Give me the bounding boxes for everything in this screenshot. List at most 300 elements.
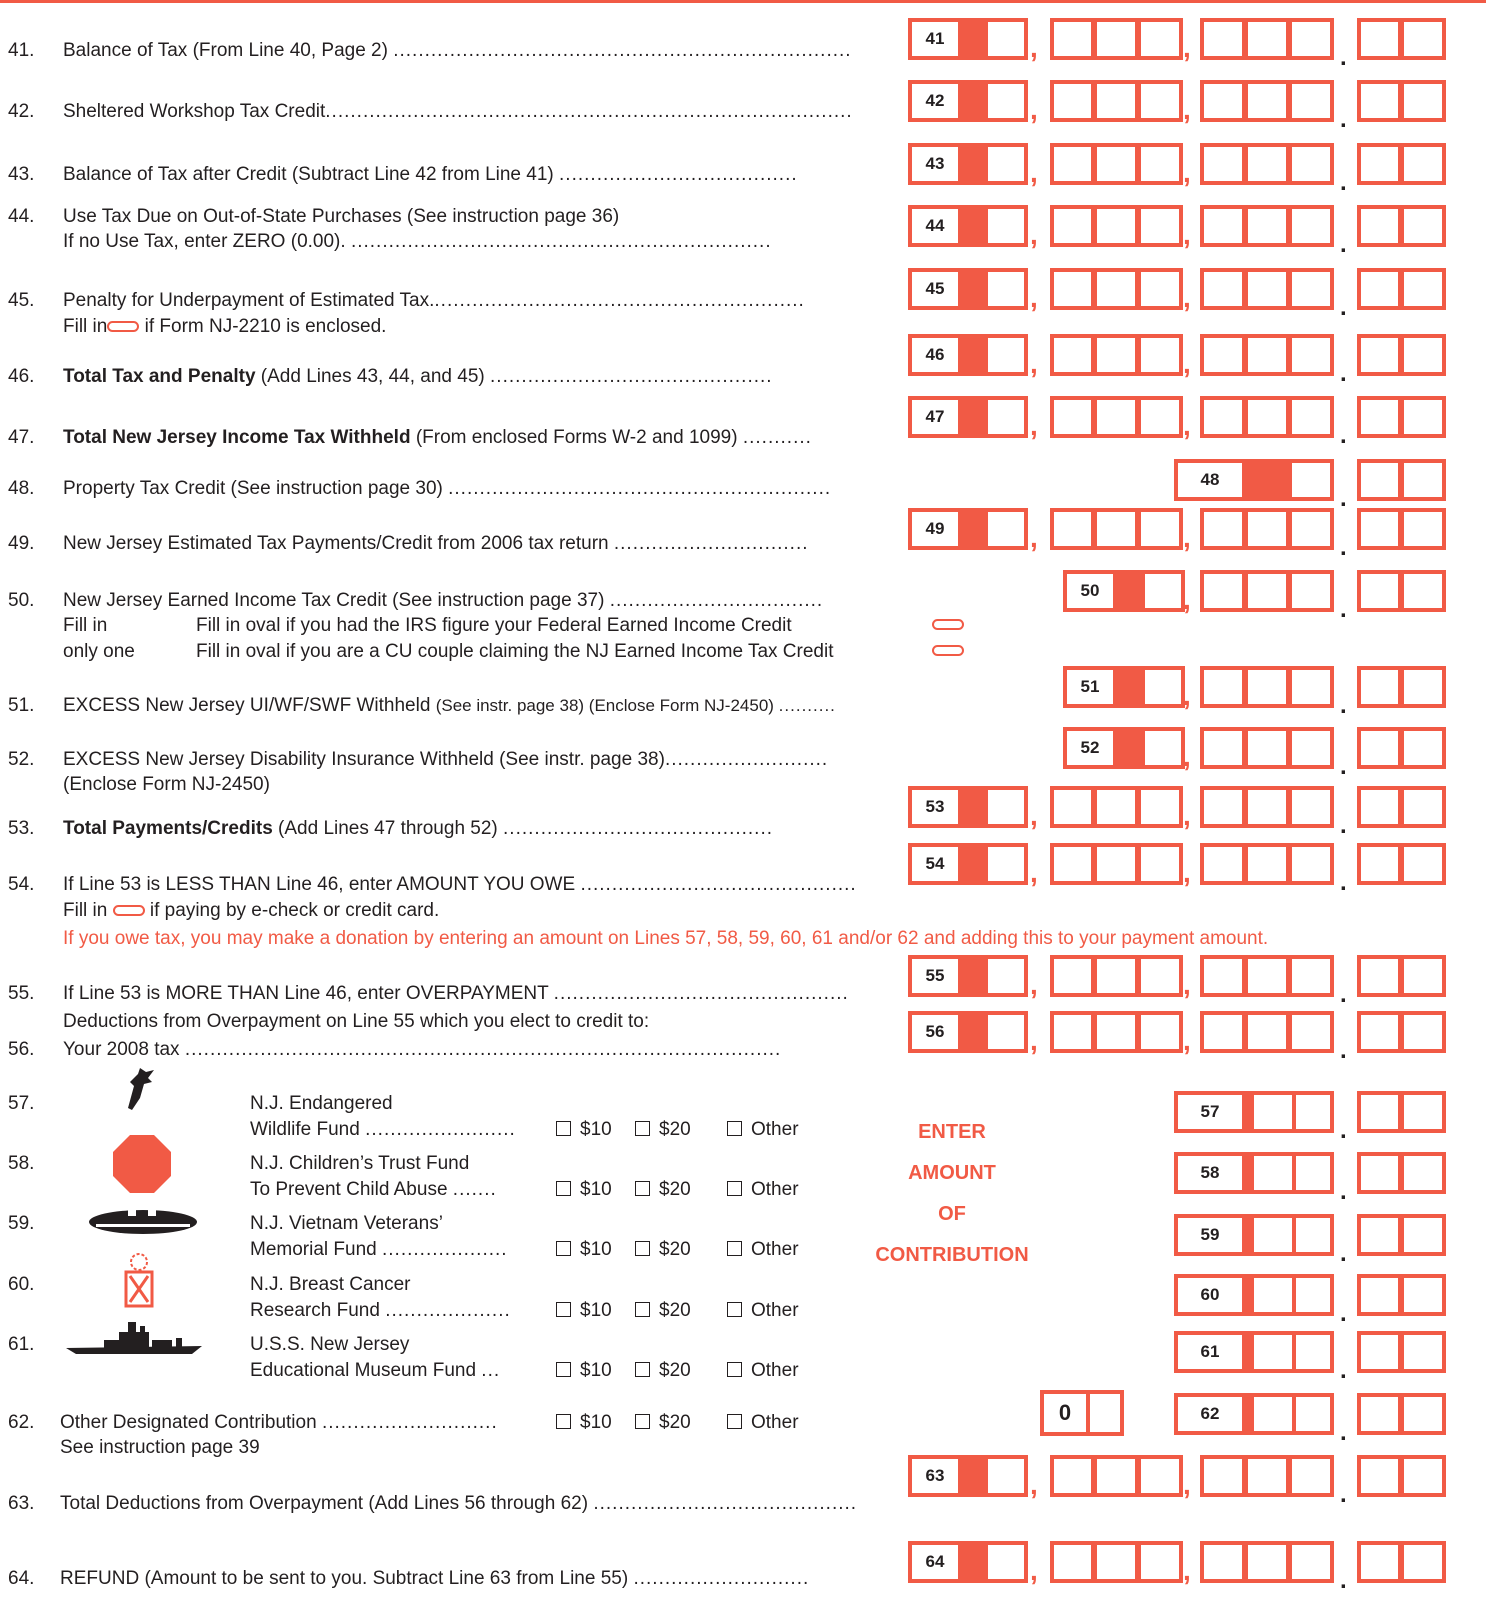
amount-digit-cell[interactable]: [1244, 268, 1290, 310]
decimal-point: .: [1340, 869, 1347, 896]
line-number: 41.: [8, 40, 35, 61]
designated-contribution-code-box[interactable]: [1040, 1390, 1124, 1436]
label-text: To Prevent Child Abuse: [250, 1179, 453, 1200]
amount-digit-cell[interactable]: [1050, 955, 1095, 997]
amount-digit-cell[interactable]: [1288, 1455, 1334, 1497]
line-number: 46.: [8, 366, 35, 387]
label-text: Use Tax Due on Out-of-State Purchases (See instruction page 36): [63, 206, 620, 227]
label-text: (Add Lines 43, 44, and 45): [255, 366, 491, 387]
amount-digit-cell[interactable]: [1357, 786, 1402, 828]
amount-digit-cell[interactable]: [1200, 1541, 1246, 1583]
checkbox[interactable]: [556, 1121, 571, 1136]
amount-digit-cell[interactable]: [988, 786, 1028, 828]
amount-digit-cell[interactable]: [1294, 1152, 1334, 1194]
label-text: EXCESS New Jersey Disability Insurance Withheld (See instr. page 38): [63, 749, 665, 770]
amount-digit-cell[interactable]: [1200, 1455, 1246, 1497]
amount-digit-cell[interactable]: [1200, 843, 1246, 885]
checkbox-label: $10: [580, 1412, 612, 1433]
amount-digit-cell[interactable]: [1050, 786, 1095, 828]
label-text: If Line 53 is LESS THAN Line 46, enter AMOUNT YOU OWE: [63, 874, 581, 895]
checkbox-20-dollars[interactable]: [635, 1179, 691, 1201]
checkbox-label: Other: [751, 1300, 799, 1321]
amount-digit-cell[interactable]: [1357, 508, 1402, 550]
fill-in-oval[interactable]: [107, 321, 139, 332]
checkbox-10-dollars[interactable]: [556, 1412, 612, 1434]
amount-digit-cell[interactable]: [1288, 727, 1334, 769]
amount-digit-cell[interactable]: [1050, 18, 1095, 60]
amount-digit-cell[interactable]: [1093, 955, 1139, 997]
amount-digit-cell[interactable]: [1050, 1455, 1095, 1497]
amount-digit-cell[interactable]: [1400, 1541, 1446, 1583]
amount-digit-cell[interactable]: [988, 143, 1028, 185]
amount-digit-cell[interactable]: [1200, 786, 1246, 828]
line-number-label: 64: [912, 1545, 958, 1579]
amount-digit-cell[interactable]: [1250, 1091, 1296, 1133]
amount-digit-cell[interactable]: [1400, 1393, 1446, 1435]
checkbox-other[interactable]: [727, 1119, 799, 1141]
checkbox-other[interactable]: [727, 1360, 799, 1382]
amount-digit-cell[interactable]: [1294, 1091, 1334, 1133]
amount-digit-cell[interactable]: [1357, 334, 1402, 376]
line-number-label: 51: [1067, 670, 1113, 704]
checkbox-label: $20: [659, 1239, 691, 1260]
amount-digit-cell[interactable]: [1093, 1541, 1139, 1583]
amount-digit-cell[interactable]: [1400, 1011, 1446, 1053]
amount-digit-cell[interactable]: [1244, 843, 1290, 885]
amount-digit-cell[interactable]: [988, 80, 1028, 122]
checkbox[interactable]: [727, 1121, 742, 1136]
memorial-icon: [88, 1202, 198, 1241]
amount-digit-cell[interactable]: [1357, 843, 1402, 885]
leader-dots: ..................................: [609, 590, 824, 611]
line-number-label: 55: [912, 959, 958, 993]
amount-digit-cell[interactable]: [988, 955, 1028, 997]
amount-label: AMOUNT: [908, 1162, 996, 1184]
amount-digit-cell[interactable]: [1244, 1011, 1290, 1053]
amount-digit-cell[interactable]: [1200, 727, 1246, 769]
amount-digit-cell[interactable]: [1244, 80, 1290, 122]
amount-digit-cell[interactable]: [1400, 843, 1446, 885]
amount-digit-cell[interactable]: [1357, 80, 1402, 122]
checkbox-20-dollars[interactable]: [635, 1239, 691, 1261]
eitc-option-irs: Fill in oval if you had the IRS figure your Federal Earned Income Credit: [196, 615, 792, 636]
amount-digit-cell[interactable]: [1357, 1214, 1402, 1256]
comma: ,: [1183, 680, 1191, 711]
checkbox[interactable]: [727, 1362, 742, 1377]
amount-digit-cell[interactable]: [1357, 268, 1402, 310]
checkbox-other[interactable]: [727, 1239, 799, 1261]
line-number: 43.: [8, 164, 35, 185]
leader-dots: ..........................................: [593, 1493, 858, 1514]
amount-digit-cell[interactable]: [1093, 786, 1139, 828]
amount-digit-cell[interactable]: [1400, 80, 1446, 122]
amount-digit-cell[interactable]: [1400, 396, 1446, 438]
amount-digit-cell[interactable]: [1137, 334, 1183, 376]
code-value: 0: [1044, 1394, 1090, 1432]
line-number-label: 50: [1067, 574, 1113, 608]
enter-label: ENTER: [918, 1121, 986, 1143]
comma: ,: [1183, 1555, 1191, 1586]
fund-name: N.J. Endangered: [250, 1093, 393, 1114]
checkbox[interactable]: [635, 1121, 650, 1136]
amount-digit-cell[interactable]: [1244, 727, 1290, 769]
amount-digit-cell[interactable]: [1400, 205, 1446, 247]
amount-digit-cell[interactable]: [1093, 80, 1139, 122]
fund-name: N.J. Breast Cancer: [250, 1274, 411, 1295]
amount-digit-cell[interactable]: [1288, 843, 1334, 885]
amount-digit-cell[interactable]: [1093, 334, 1139, 376]
amount-digit-cell[interactable]: [1357, 1091, 1402, 1133]
leader-dots: ..........: [778, 696, 836, 715]
amount-digit-cell[interactable]: [1093, 843, 1139, 885]
amount-digit-cell[interactable]: [1400, 1214, 1446, 1256]
amount-digit-cell[interactable]: [1357, 727, 1402, 769]
label-text: if paying by e-check or credit card.: [144, 900, 440, 921]
line-number-label: 61: [1178, 1335, 1242, 1369]
checkbox-20-dollars[interactable]: [635, 1300, 691, 1322]
amount-digit-cell[interactable]: [1050, 396, 1095, 438]
amount-digit-cell[interactable]: [1400, 1455, 1446, 1497]
amount-digit-cell[interactable]: [1400, 18, 1446, 60]
amount-digit-cell[interactable]: [1357, 459, 1402, 501]
leader-dots: ....................................................................................: [325, 101, 853, 122]
label-text: EXCESS New Jersey UI/WF/SWF Withheld: [63, 695, 436, 716]
amount-digit-cell[interactable]: [1050, 80, 1095, 122]
comma: ,: [1183, 741, 1191, 772]
line-number-label: 47: [912, 400, 958, 434]
amount-digit-cell[interactable]: [1137, 80, 1183, 122]
comma: ,: [1030, 857, 1038, 888]
amount-digit-cell[interactable]: [1357, 1011, 1402, 1053]
line-52-description: [63, 749, 828, 771]
amount-digit-cell[interactable]: [1250, 1152, 1296, 1194]
amount-digit-cell[interactable]: [1288, 1011, 1334, 1053]
line-number: 45.: [8, 290, 35, 311]
line-44-description: [63, 206, 619, 228]
amount-digit-cell[interactable]: [1288, 205, 1334, 247]
amount-digit-cell[interactable]: [1288, 334, 1334, 376]
amount-digit-cell[interactable]: [988, 1541, 1028, 1583]
amount-digit-cell[interactable]: [1137, 205, 1183, 247]
label-text: Property Tax Credit (See instruction page 30): [63, 478, 449, 499]
amount-digit-cell[interactable]: [1357, 1274, 1402, 1316]
amount-digit-cell[interactable]: [1200, 80, 1246, 122]
checkbox-10-dollars[interactable]: [556, 1239, 612, 1261]
amount-digit-cell[interactable]: [1093, 396, 1139, 438]
amount-digit-cell[interactable]: [1400, 786, 1446, 828]
fund-name: N.J. Vietnam Veterans’: [250, 1213, 443, 1234]
leader-dots: ...............................................................................................: [184, 1039, 782, 1060]
checkbox-label: Other: [751, 1239, 799, 1260]
amount-digit-cell[interactable]: [1244, 396, 1290, 438]
amount-digit-cell[interactable]: [1294, 1214, 1334, 1256]
line-number: 64.: [8, 1568, 35, 1589]
amount-digit-cell[interactable]: [1200, 18, 1246, 60]
amount-digit-cell[interactable]: [1400, 459, 1446, 501]
checkbox-10-dollars[interactable]: [556, 1119, 612, 1141]
line-number-label: 49: [912, 512, 958, 546]
amount-digit-cell[interactable]: [1093, 18, 1139, 60]
decimal-point: .: [1340, 1240, 1347, 1267]
amount-digit-cell[interactable]: [1050, 843, 1095, 885]
fill-in-oval[interactable]: [932, 619, 964, 630]
checkbox-other[interactable]: [727, 1300, 799, 1322]
checkbox-other[interactable]: [727, 1179, 799, 1201]
amount-digit-cell[interactable]: [1400, 1331, 1446, 1373]
label-text: New Jersey Estimated Tax Payments/Credit from 2006 tax return: [63, 533, 614, 554]
label-text: Wildlife Fund: [250, 1119, 366, 1140]
checkbox-label: $20: [659, 1412, 691, 1433]
amount-digit-cell[interactable]: [1145, 666, 1185, 708]
checkbox-20-dollars[interactable]: [635, 1119, 691, 1141]
amount-digit-cell[interactable]: [1288, 570, 1334, 612]
amount-digit-cell[interactable]: [1288, 955, 1334, 997]
amount-digit-cell[interactable]: [1137, 508, 1183, 550]
amount-digit-cell[interactable]: [1400, 508, 1446, 550]
decimal-point: .: [1340, 753, 1347, 780]
checkbox-20-dollars[interactable]: [635, 1360, 691, 1382]
amount-digit-cell[interactable]: [1288, 786, 1334, 828]
amount-digit-cell[interactable]: [1288, 80, 1334, 122]
amount-digit-cell[interactable]: [1357, 1541, 1402, 1583]
amount-digit-cell[interactable]: [1244, 18, 1290, 60]
amount-digit-cell[interactable]: [1050, 268, 1095, 310]
amount-digit-cell[interactable]: [1244, 1541, 1290, 1583]
line-number: 57.: [8, 1093, 35, 1114]
amount-digit-cell[interactable]: [1400, 1091, 1446, 1133]
amount-digit-cell[interactable]: [1200, 666, 1246, 708]
amount-digit-cell[interactable]: [1288, 508, 1334, 550]
amount-digit-cell[interactable]: [1400, 570, 1446, 612]
checkbox-10-dollars[interactable]: [556, 1360, 612, 1382]
fill-in-oval[interactable]: [113, 905, 145, 916]
amount-digit-cell[interactable]: [1244, 786, 1290, 828]
line-number-label: 41: [912, 22, 958, 56]
checkbox-label: Other: [751, 1412, 799, 1433]
amount-digit-cell[interactable]: [1357, 18, 1402, 60]
amount-digit-cell[interactable]: [1093, 1455, 1139, 1497]
decimal-point: .: [1340, 1419, 1347, 1446]
fill-in-oval[interactable]: [932, 645, 964, 656]
amount-digit-cell[interactable]: [1357, 1455, 1402, 1497]
checkbox-10-dollars[interactable]: [556, 1179, 612, 1201]
checkbox-label: $10: [580, 1360, 612, 1381]
decimal-point: .: [1340, 1481, 1347, 1508]
checkbox[interactable]: [727, 1302, 742, 1317]
checkbox-20-dollars[interactable]: [635, 1412, 691, 1434]
amount-digit-cell[interactable]: [988, 268, 1028, 310]
checkbox[interactable]: [635, 1362, 650, 1377]
label-text: Total Deductions from Overpayment (Add Lines 56 through 62): [60, 1493, 594, 1514]
amount-digit-cell[interactable]: [1250, 1274, 1296, 1316]
amount-digit-cell[interactable]: [1137, 143, 1183, 185]
amount-digit-cell[interactable]: [1400, 143, 1446, 185]
line-number: 50.: [8, 590, 35, 611]
comma: ,: [1183, 94, 1191, 125]
comma: ,: [1183, 969, 1191, 1000]
amount-digit-cell[interactable]: [1357, 1152, 1402, 1194]
decimal-point: .: [1340, 1117, 1347, 1144]
amount-digit-cell[interactable]: [1357, 570, 1402, 612]
amount-digit-cell[interactable]: [988, 1455, 1028, 1497]
amount-digit-cell[interactable]: [1294, 1274, 1334, 1316]
label-text: (See instr. page 38) (Enclose Form NJ-2450): [435, 696, 779, 715]
amount-digit-cell[interactable]: [1244, 955, 1290, 997]
comma: ,: [1183, 522, 1191, 553]
amount-digit-cell[interactable]: [1357, 205, 1402, 247]
amount-digit-cell[interactable]: [1145, 570, 1185, 612]
comma: ,: [1030, 969, 1038, 1000]
amount-digit-cell[interactable]: [1400, 1152, 1446, 1194]
checkbox[interactable]: [727, 1414, 742, 1429]
amount-digit-cell[interactable]: [1145, 727, 1185, 769]
line-number: 56.: [8, 1039, 35, 1060]
leader-dots: ...........: [742, 427, 812, 448]
amount-digit-cell[interactable]: [1200, 1011, 1246, 1053]
amount-digit-cell[interactable]: [1288, 268, 1334, 310]
amount-digit-cell[interactable]: [1200, 143, 1246, 185]
amount-digit-cell[interactable]: [1093, 205, 1139, 247]
checkbox-10-dollars[interactable]: [556, 1300, 612, 1322]
checkbox[interactable]: [556, 1181, 571, 1196]
amount-digit-cell[interactable]: [1400, 727, 1446, 769]
amount-digit-cell[interactable]: [1400, 1274, 1446, 1316]
amount-digit-cell[interactable]: [1357, 396, 1402, 438]
amount-digit-cell[interactable]: [1093, 143, 1139, 185]
amount-digit-cell[interactable]: [1244, 205, 1290, 247]
comma: ,: [1030, 32, 1038, 63]
checkbox[interactable]: [635, 1181, 650, 1196]
amount-digit-cell[interactable]: [1250, 1214, 1296, 1256]
amount-digit-cell[interactable]: [1294, 1393, 1334, 1435]
amount-digit-cell[interactable]: [1200, 508, 1246, 550]
leader-dots: ........................: [365, 1119, 516, 1140]
checkbox[interactable]: [635, 1414, 650, 1429]
leader-dots: ...............................................: [553, 983, 849, 1004]
amount-digit-cell[interactable]: [1244, 570, 1290, 612]
checkbox[interactable]: [635, 1302, 650, 1317]
amount-digit-cell[interactable]: [1288, 1541, 1334, 1583]
amount-digit-cell[interactable]: [1400, 955, 1446, 997]
decimal-point: .: [1340, 981, 1347, 1008]
line-63-description: [60, 1493, 857, 1515]
leader-dots: ..........................: [664, 749, 829, 770]
checkbox-other[interactable]: [727, 1412, 799, 1434]
amount-digit-cell[interactable]: [988, 843, 1028, 885]
amount-digit-cell[interactable]: [1137, 1455, 1183, 1497]
amount-digit-cell[interactable]: [1093, 1011, 1139, 1053]
label-text: Balance of Tax after Credit (Subtract Line 42 from Line 41): [63, 164, 560, 185]
amount-digit-cell[interactable]: [1244, 1455, 1290, 1497]
amount-digit-cell[interactable]: [1137, 396, 1183, 438]
amount-digit-cell[interactable]: [988, 396, 1028, 438]
amount-digit-cell[interactable]: [1288, 396, 1334, 438]
amount-digit-cell[interactable]: [1357, 1331, 1402, 1373]
line-48-description: [63, 478, 831, 500]
amount-digit-cell[interactable]: [1250, 1393, 1296, 1435]
amount-digit-cell[interactable]: [1244, 666, 1290, 708]
fund-name: U.S.S. New Jersey: [250, 1334, 410, 1355]
checkbox[interactable]: [556, 1241, 571, 1256]
line-number-label: 52: [1067, 731, 1113, 765]
amount-digit-cell[interactable]: [1200, 268, 1246, 310]
line-number: 58.: [8, 1153, 35, 1174]
amount-digit-cell[interactable]: [1400, 268, 1446, 310]
line-50-description: [63, 590, 823, 612]
checkbox[interactable]: [635, 1241, 650, 1256]
amount-digit-cell[interactable]: [1137, 18, 1183, 60]
amount-digit-cell[interactable]: [1050, 143, 1095, 185]
amount-digit-cell[interactable]: [1357, 666, 1402, 708]
comma: ,: [1030, 94, 1038, 125]
amount-digit-cell[interactable]: [1244, 334, 1290, 376]
checkbox[interactable]: [727, 1241, 742, 1256]
amount-digit-cell[interactable]: [1050, 1541, 1095, 1583]
amount-digit-cell[interactable]: [988, 205, 1028, 247]
amount-digit-cell[interactable]: [1288, 18, 1334, 60]
amount-digit-cell[interactable]: [988, 1011, 1028, 1053]
label-text: Sheltered Workshop Tax Credit: [63, 101, 326, 122]
amount-digit-cell[interactable]: [1200, 205, 1246, 247]
checkbox[interactable]: [727, 1181, 742, 1196]
amount-digit-cell[interactable]: [1137, 786, 1183, 828]
amount-digit-cell[interactable]: [1050, 508, 1095, 550]
amount-digit-cell[interactable]: [1288, 143, 1334, 185]
amount-digit-cell[interactable]: [1200, 570, 1246, 612]
line-number-label: 63: [912, 1459, 958, 1493]
comma: ,: [1030, 800, 1038, 831]
amount-digit-cell[interactable]: [1050, 1011, 1095, 1053]
amount-digit-cell[interactable]: [1294, 459, 1334, 501]
decimal-point: .: [1340, 1357, 1347, 1384]
decimal-point: .: [1340, 1037, 1347, 1064]
checkbox[interactable]: [556, 1414, 571, 1429]
fill-in-label: Fill in: [63, 615, 108, 636]
amount-digit-cell[interactable]: [1400, 666, 1446, 708]
amount-digit-cell[interactable]: [1357, 143, 1402, 185]
amount-digit-cell[interactable]: [1357, 955, 1402, 997]
amount-digit-cell[interactable]: [1137, 1541, 1183, 1583]
amount-digit-cell[interactable]: [1093, 268, 1139, 310]
amount-digit-cell[interactable]: [1093, 508, 1139, 550]
amount-digit-cell[interactable]: [1137, 268, 1183, 310]
line-number-label: 54: [912, 847, 958, 881]
amount-digit-cell[interactable]: [1244, 143, 1290, 185]
amount-digit-cell[interactable]: [1288, 666, 1334, 708]
amount-digit-cell[interactable]: [988, 334, 1028, 376]
checkbox[interactable]: [556, 1302, 571, 1317]
amount-digit-cell[interactable]: [1200, 396, 1246, 438]
amount-digit-cell[interactable]: [1050, 334, 1095, 376]
amount-digit-cell[interactable]: [1050, 205, 1095, 247]
amount-digit-cell[interactable]: [1357, 1393, 1402, 1435]
amount-digit-cell[interactable]: [1200, 955, 1246, 997]
amount-digit-cell[interactable]: [1137, 1011, 1183, 1053]
amount-digit-cell[interactable]: [988, 508, 1028, 550]
line-number: 52.: [8, 749, 35, 770]
amount-digit-cell[interactable]: [1200, 334, 1246, 376]
amount-digit-cell[interactable]: [1400, 334, 1446, 376]
amount-digit-cell[interactable]: [1137, 955, 1183, 997]
amount-digit-cell[interactable]: [1250, 1331, 1296, 1373]
amount-digit-cell[interactable]: [1294, 1331, 1334, 1373]
amount-digit-cell[interactable]: [1137, 843, 1183, 885]
line-42-description: [63, 101, 853, 123]
checkbox[interactable]: [556, 1362, 571, 1377]
amount-digit-cell[interactable]: [1244, 508, 1290, 550]
line-54-description: [63, 874, 857, 896]
amount-digit-cell[interactable]: [988, 18, 1028, 60]
